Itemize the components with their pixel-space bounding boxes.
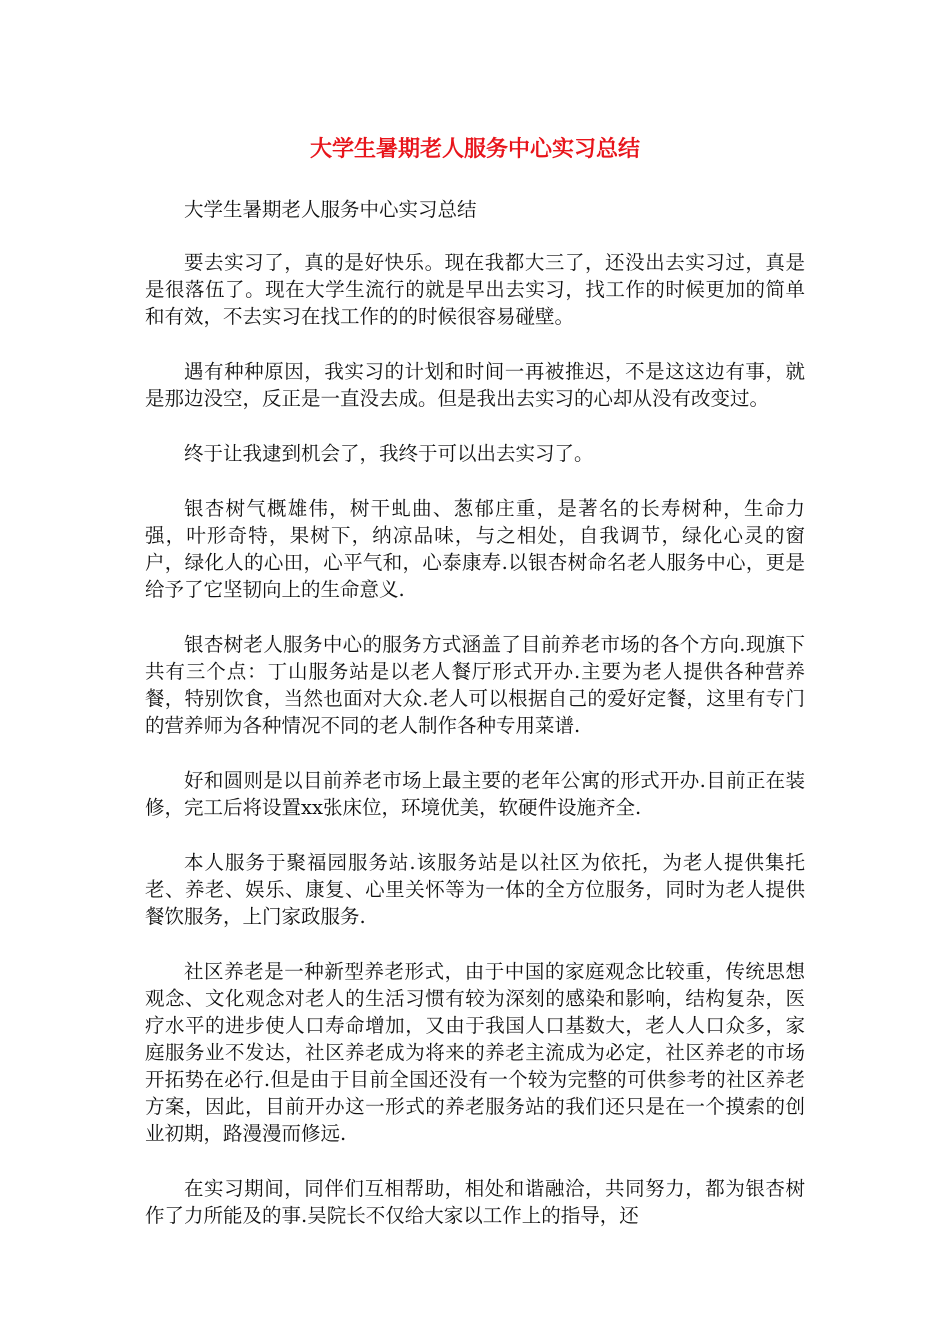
paragraph: 要去实习了，真的是好快乐。现在我都大三了，还没出去实习过，真是是很落伍了。现在大学生流行的就是早出去实习，找工作的时候更加的简单和有效，不去实习在找工作的的时候很容易碰壁。 <box>145 251 805 328</box>
paragraph: 在实习期间，同伴们互相帮助，相处和谐融洽，共同努力，都为银杏树作了力所能及的事.吴院长不仅给大家以工作上的指导，还 <box>145 1177 805 1227</box>
paragraph: 遇有种种原因，我实习的计划和时间一再被推迟，不是这这边有事，就是那边没空，反正是一直没去成。但是我出去实习的心却从没有改变过。 <box>145 360 805 410</box>
document-body <box>145 196 805 1257</box>
paragraph: 银杏树老人服务中心的服务方式涵盖了目前养老市场的各个方向.现旗下共有三个点：丁山服务站是以老人餐厅形式开办.主要为老人提供各种营养餐，特别饮食，当然也面对大众.老人可以根据自己的爱好定餐，这里有专门的营养师为各种情况不同的老人制作各种专用菜谱. <box>145 633 805 737</box>
paragraph: 本人服务于聚福园服务站.该服务站是以社区为依托，为老人提供集托老、养老、娱乐、康复、心里关怀等为一体的全方位服务，同时为老人提供餐饮服务，上门家政服务. <box>145 851 805 928</box>
paragraph: 好和圆则是以目前养老市场上最主要的老年公寓的形式开办.目前正在装修，完工后将设置xx张床位，环境优美，软硬件设施齐全. <box>145 769 805 819</box>
subtitle-paragraph: 大学生暑期老人服务中心实习总结 <box>184 198 477 221</box>
paragraph: 社区养老是一种新型养老形式，由于中国的家庭观念比较重，传统思想观念、文化观念对老人的生活习惯有较为深刻的感染和影响，结构复杂，医疗水平的进步使人口寿命增加，又由于我国人口基数大，老人人口众多，家庭服务业不发达，社区养老成为将来的养老主流成为必定，社区养老的市场开拓势在必行.但是由于目前全国还没有一个较为完整的可供参考的社区养老方案，因此，目前开办这一形式的养老服务站的我们还只是在一个摸索的创业初期，路漫漫而修远. <box>145 960 805 1145</box>
document-title: 大学生暑期老人服务中心实习总结 <box>309 137 640 162</box>
paragraph: 银杏树气概雄伟，树干虬曲、葱郁庄重，是著名的长寿树种，生命力强，叶形奇特，果树下，纳凉品味，与之相处，自我调节，绿化心灵的窗户，绿化人的心田，心平气和，心泰康寿.以银杏树命名老人服务中心，更是给予了它坚韧向上的生命意义. <box>145 497 805 601</box>
paragraph: 终于让我逮到机会了，我终于可以出去实习了。 <box>184 442 594 465</box>
